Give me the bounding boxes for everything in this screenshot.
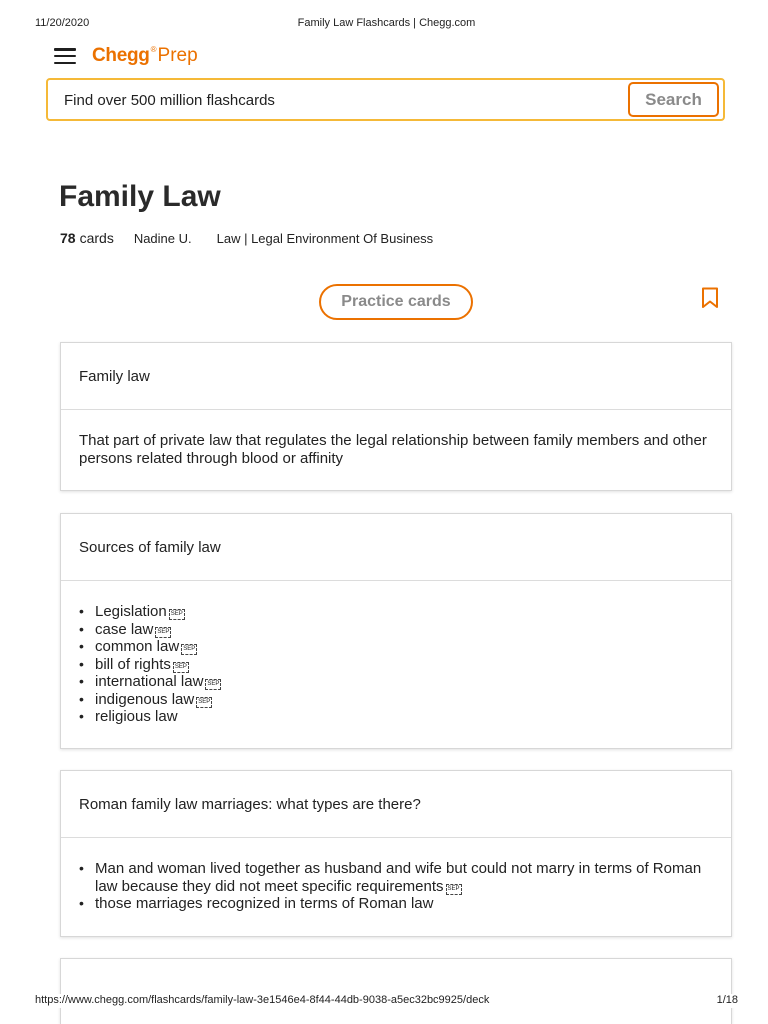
sep-glyph: SEP: [173, 662, 189, 673]
flashcard-term: [61, 343, 731, 410]
flashcard-definition: [61, 581, 731, 726]
cards-label: cards: [79, 230, 114, 246]
chegg-prep-logo[interactable]: [92, 45, 198, 67]
logo-chegg-text: Chegg: [92, 45, 150, 66]
list-item: • case law SEP: [79, 621, 713, 639]
sep-glyph: SEP: [169, 609, 185, 620]
deck-subject[interactable]: Law | Legal Environment Of Business: [216, 231, 434, 246]
print-page-title: Family Law Flashcards | Chegg.com: [297, 17, 476, 29]
list-item: • bill of rights SEP: [79, 656, 713, 674]
sep-glyph: SEP: [205, 679, 221, 690]
deck-author[interactable]: Nadine U.: [133, 231, 192, 246]
list-item: • Legislation SEP: [79, 603, 713, 621]
flashcard[interactable]: [60, 513, 732, 749]
flashcard[interactable]: [60, 342, 732, 491]
definition-text: That part of private law that regulates the legal relationship between family members and other persons related through blood or affinity: [79, 432, 707, 467]
list-item: • religious law: [79, 708, 713, 726]
search-bar: [46, 78, 725, 121]
deck-title: Family Law: [59, 180, 221, 213]
list-item: • common law SEP: [79, 638, 713, 656]
sep-glyph: SEP: [181, 644, 197, 655]
sep-glyph: SEP: [155, 627, 171, 638]
sep-glyph: SEP: [196, 697, 212, 708]
term-text: Sources of family law: [79, 538, 221, 556]
list-item: • Man and woman lived together as husband and wife but could not marry in terms of Roman law because they did not meet specific requirements SEP: [79, 860, 713, 895]
search-input[interactable]: [64, 89, 604, 111]
term-text: Family law: [79, 367, 150, 385]
card-count: 78: [60, 230, 76, 246]
top-bar: [54, 44, 198, 68]
print-header: [35, 17, 738, 31]
print-footer: [35, 994, 738, 1008]
hamburger-menu-icon[interactable]: [54, 48, 76, 64]
definition-list: [79, 603, 713, 726]
list-item: • international law SEP: [79, 673, 713, 691]
sep-glyph: SEP: [446, 884, 462, 895]
print-url: https://www.chegg.com/flashcards/family-law-3e1546e4-8f44-44db-9038-a5ec32bc9925/deck: [35, 994, 490, 1006]
flashcard[interactable]: [60, 770, 732, 937]
print-page-number: 1/18: [716, 994, 738, 1006]
deck-meta: [60, 230, 433, 246]
practice-cards-button[interactable]: Practice cards: [319, 284, 473, 320]
logo-prep-text: Prep: [157, 45, 198, 66]
term-text: Roman family law marriages: what types are there?: [79, 795, 421, 813]
logo-registered-mark: ®: [150, 45, 157, 54]
search-button[interactable]: Search: [628, 82, 719, 117]
definition-list: [79, 860, 713, 913]
bookmark-icon[interactable]: [701, 287, 719, 309]
list-item: • indigenous law SEP: [79, 691, 713, 709]
flashcard-term: [61, 771, 731, 838]
flashcard[interactable]: [60, 958, 732, 1024]
flashcard-term: [61, 514, 731, 581]
list-item: • those marriages recognized in terms of Roman law: [79, 895, 713, 913]
print-date: 11/20/2020: [35, 17, 90, 29]
flashcard-definition: [61, 838, 731, 913]
flashcard-definition: [61, 410, 731, 467]
